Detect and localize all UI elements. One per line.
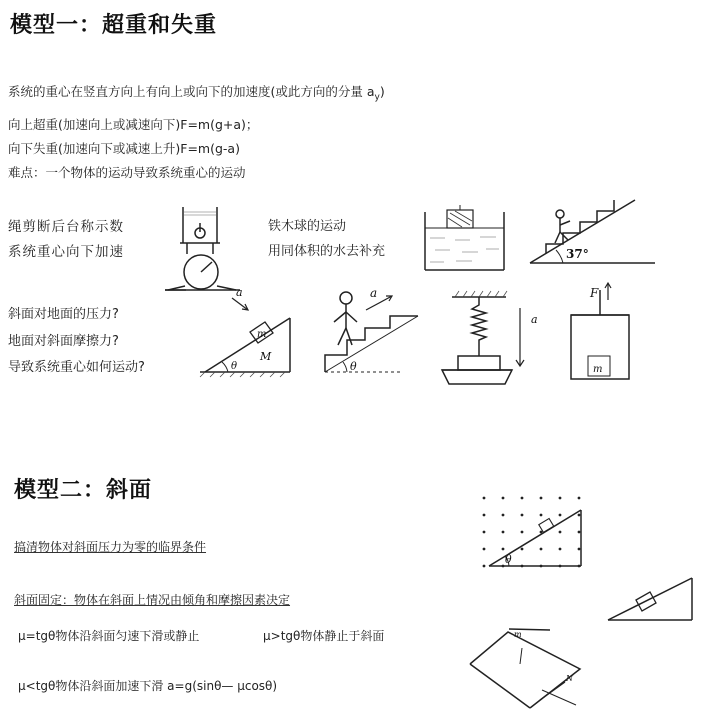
grid-dot <box>559 565 562 568</box>
section1-line-2: 向上超重(加速向上或减速向下)F=m(g+a)； <box>8 117 259 132</box>
grid-dot <box>540 514 543 517</box>
wedge-M-label: M <box>260 350 272 363</box>
grid-dot <box>483 565 486 568</box>
grid-dot <box>559 548 562 551</box>
grid-dot <box>502 497 505 500</box>
section1-line-4: 难点：一个物体的运动导致系统重心的运动 <box>8 165 246 180</box>
grid-dot <box>521 565 524 568</box>
grid-dot <box>578 531 581 534</box>
wedge-m-label: m <box>257 329 267 340</box>
grid-dot <box>521 514 524 517</box>
grid-dot <box>483 497 486 500</box>
grid-dot <box>559 531 562 534</box>
grid-dot <box>483 514 486 517</box>
grid-dot <box>502 548 505 551</box>
grid-dot <box>578 565 581 568</box>
block-a-line-2: 系统重心向下加速 <box>8 244 124 260</box>
block-c-line-3: 导致系统重心如何运动? <box>8 360 145 375</box>
grid-dot <box>502 531 505 534</box>
block-b-line-2: 用同体积的水去补充 <box>268 244 386 259</box>
section1-line-3: 向下失重(加速向下或减速上升)F=m(g-a) <box>8 141 240 156</box>
grid-dot <box>578 548 581 551</box>
grid-dot <box>540 548 543 551</box>
section1-title: 模型一：超重和失重 <box>10 13 218 38</box>
grid-dot <box>559 514 562 517</box>
ay-sub: y <box>374 92 380 103</box>
section2-line-3b: μ>tgθ物体静止于斜面 <box>263 629 385 643</box>
section2-line-1: 搞清物体对斜面压力为零的临界条件 <box>14 540 207 554</box>
dotted-theta-label: θ <box>505 553 512 566</box>
section2-title: 模型二：斜面 <box>14 478 153 503</box>
grid-dot <box>483 548 486 551</box>
wedge-theta-label: θ <box>231 361 238 372</box>
section2-line-4: μ<tgθ物体沿斜面加速下滑 a=g(sinθ— μcosθ) <box>18 679 278 693</box>
box-F-label: F <box>590 286 599 300</box>
block-a-line-1: 绳剪断后台称示数 <box>8 219 124 235</box>
section1-line-1-text: 系统的重心在竖直方向上有向上或向下的加速度(或此方向的分量 a <box>8 84 375 99</box>
grid-dot <box>521 497 524 500</box>
spring-a-label: a <box>531 313 538 326</box>
grid-dot <box>502 565 505 568</box>
grid-dot <box>483 531 486 534</box>
grid-dot <box>540 497 543 500</box>
grid-dot <box>521 531 524 534</box>
section1-line-1 <box>8 82 385 103</box>
block-c-line-2: 地面对斜面摩擦力? <box>8 334 119 349</box>
wedge-a-label: a <box>236 286 243 299</box>
tilted-m-label: m <box>514 630 522 639</box>
grid-dot <box>559 497 562 500</box>
section2-line-3a: μ=tgθ物体沿斜面匀速下滑或静止 <box>18 629 200 643</box>
tilted-N-label: N <box>566 674 573 683</box>
grid-dot <box>502 514 505 517</box>
grid-dot <box>540 531 543 534</box>
box-m-label: m <box>593 364 603 375</box>
grid-dot <box>521 548 524 551</box>
escalator-a-label: a <box>370 286 378 300</box>
grid-dot <box>578 497 581 500</box>
escalator-theta-label: θ <box>350 360 357 373</box>
block-c-line-1: 斜面对地面的压力? <box>8 307 119 322</box>
grid-dot <box>578 514 581 517</box>
angle-37-label: 37° <box>566 247 589 261</box>
section2-line-2: 斜面固定：物体在斜面上情况由倾角和摩擦因素决定 <box>14 593 291 607</box>
grid-dot <box>540 565 543 568</box>
ay-close: ) <box>379 84 385 99</box>
block-b-line-1: 铁木球的运动 <box>268 219 347 234</box>
